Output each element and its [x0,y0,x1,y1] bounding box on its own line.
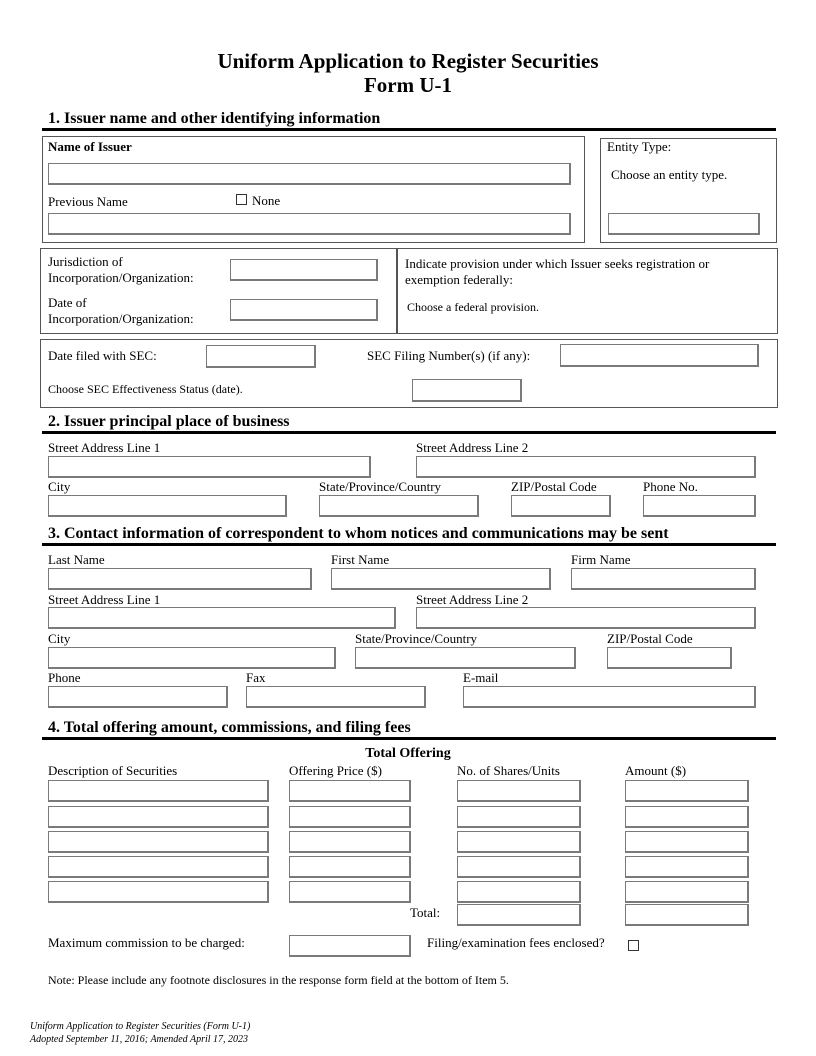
contact-phone-label: Phone [48,670,81,685]
section-1-title: 1. Issuer name and other identifying information [48,110,381,127]
first-name-label: First Name [331,552,390,567]
total-offering-title: Total Offering [365,746,451,761]
date-filed-sec-input[interactable] [206,345,316,368]
fees-enclosed-checkbox[interactable] [628,940,639,951]
previous-name-input[interactable] [48,213,571,235]
amount-input-1[interactable] [625,780,749,802]
business-state-label: State/Province/Country [319,479,442,494]
description-input-3[interactable] [48,831,269,853]
business-city-label: City [48,479,71,494]
jurisdiction-label: Jurisdiction of Incorporation/Organization: [48,254,194,285]
sec-effectiveness-input[interactable] [412,379,522,402]
business-city-input[interactable] [48,495,287,517]
footnote-note: Note: Please include any footnote disclosures in the response form field at the bottom of Item 5. [48,973,509,987]
contact-city-label: City [48,631,71,646]
business-phone-input[interactable] [643,495,756,517]
max-commission-input[interactable] [289,935,411,957]
business-state-input[interactable] [319,495,479,517]
business-zip-label: ZIP/Postal Code [511,479,597,494]
shares-input-2[interactable] [457,806,581,828]
description-input-2[interactable] [48,806,269,828]
offering-price-input-5[interactable] [289,881,411,903]
section-4-rule [42,737,776,740]
contact-zip-input[interactable] [607,647,732,669]
contact-fax-input[interactable] [246,686,426,708]
col-description-label: Description of Securities [48,763,178,778]
sec-effectiveness-dropdown[interactable]: Choose SEC Effectiveness Status (date). [48,382,243,396]
col-offering-price-label: Offering Price ($) [289,763,382,778]
entity-type-dropdown[interactable]: Choose an entity type. [611,167,728,182]
section-1-rule [42,128,776,131]
col-shares-label: No. of Shares/Units [457,763,560,778]
contact-phone-input[interactable] [48,686,228,708]
contact-street1-label: Street Address Line 1 [48,592,161,607]
form-number: Form U-1 [363,73,453,97]
offering-price-input-2[interactable] [289,806,411,828]
date-of-incorporation-input[interactable] [230,299,378,321]
total-label: Total: [410,905,441,920]
last-name-input[interactable] [48,568,312,590]
offering-price-input-1[interactable] [289,780,411,802]
business-zip-input[interactable] [511,495,611,517]
fees-enclosed-label: Filing/examination fees enclosed? [427,935,605,950]
entity-type-input[interactable] [608,213,760,235]
shares-input-4[interactable] [457,856,581,878]
business-street2-input[interactable] [416,456,756,478]
firm-name-input[interactable] [571,568,756,590]
section-2-rule [42,431,776,434]
footer-dates: Adopted September 11, 2016; Amended April 17, 2023 [30,1034,249,1045]
col-amount-label: Amount ($) [625,763,687,778]
federal-provision-dropdown[interactable]: Choose a federal provision. [407,300,539,314]
contact-zip-label: ZIP/Postal Code [607,631,693,646]
last-name-label: Last Name [48,552,105,567]
none-checkbox[interactable] [236,194,247,205]
amount-input-4[interactable] [625,856,749,878]
contact-street1-input[interactable] [48,607,396,629]
section-3-title: 3. Contact information of correspondent to whom notices and communications may be sent [48,525,669,542]
contact-state-input[interactable] [355,647,576,669]
contact-city-input[interactable] [48,647,336,669]
business-phone-label: Phone No. [643,479,698,494]
page-title: Uniform Application to Register Securities [217,49,599,73]
footer-form-name: Uniform Application to Register Securities (Form U-1) [30,1021,251,1032]
contact-fax-label: Fax [246,670,266,685]
contact-state-label: State/Province/Country [355,631,478,646]
total-amount-input[interactable] [625,904,749,926]
description-input-5[interactable] [48,881,269,903]
contact-email-input[interactable] [463,686,756,708]
previous-name-label: Previous Name [48,194,128,209]
provision-label: Indicate provision under which Issuer seeks registration or exemption federally: [405,256,710,287]
section-3-rule [42,543,776,546]
max-commission-label: Maximum commission to be charged: [48,935,245,950]
jurisdiction-input[interactable] [230,259,378,281]
none-label: None [252,193,281,208]
section-4-title: 4. Total offering amount, commissions, and filing fees [48,719,411,736]
amount-input-2[interactable] [625,806,749,828]
date-of-incorporation-label: Date of Incorporation/Organization: [48,295,194,326]
total-shares-input[interactable] [457,904,581,926]
contact-email-label: E-mail [463,670,499,685]
entity-type-label: Entity Type: [607,139,672,154]
sec-filing-number-label: SEC Filing Number(s) (if any): [367,348,531,363]
contact-street2-input[interactable] [416,607,756,629]
firm-name-label: Firm Name [571,552,631,567]
date-filed-sec-label: Date filed with SEC: [48,348,157,363]
section-2-title: 2. Issuer principal place of business [48,413,290,430]
shares-input-1[interactable] [457,780,581,802]
description-input-1[interactable] [48,780,269,802]
sec-filing-number-input[interactable] [560,344,759,367]
shares-input-5[interactable] [457,881,581,903]
shares-input-3[interactable] [457,831,581,853]
description-input-4[interactable] [48,856,269,878]
business-street2-label: Street Address Line 2 [416,440,529,455]
name-of-issuer-label: Name of Issuer [48,139,132,154]
issuer-name-input[interactable] [48,163,571,185]
offering-price-input-4[interactable] [289,856,411,878]
contact-street2-label: Street Address Line 2 [416,592,529,607]
business-street1-label: Street Address Line 1 [48,440,161,455]
amount-input-5[interactable] [625,881,749,903]
first-name-input[interactable] [331,568,551,590]
amount-input-3[interactable] [625,831,749,853]
business-street1-input[interactable] [48,456,371,478]
offering-price-input-3[interactable] [289,831,411,853]
